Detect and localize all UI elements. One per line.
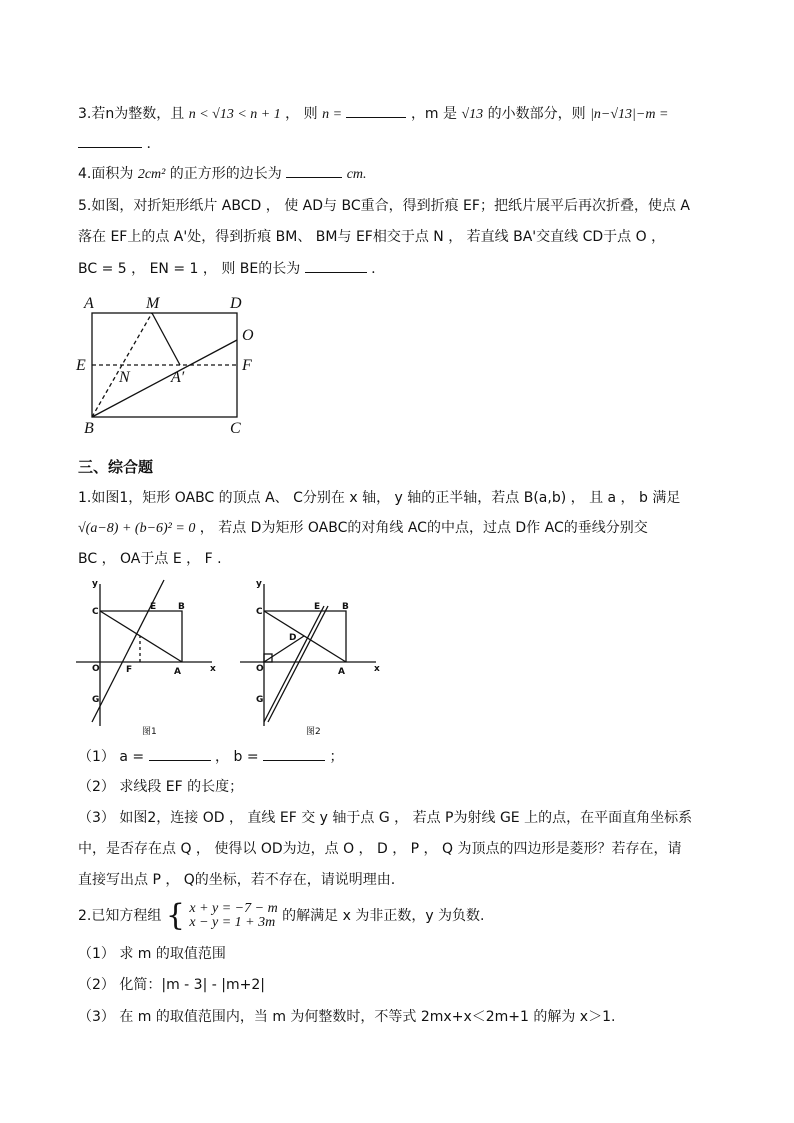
q3-inequality: n < √13 < n + 1	[188, 107, 281, 122]
q5-line2: 落在 EF上的点 A'处，得到折痕 BM、 BM与 EF相交于点 N ， 若直线 BA'交直线 CD于点 O ，	[78, 229, 666, 245]
fig2-y: y	[256, 579, 262, 589]
c2-brace: {	[165, 898, 185, 933]
fig2-E: E	[314, 602, 321, 612]
fig2-G: G	[256, 695, 264, 705]
q4-line	[78, 163, 367, 185]
fig1-O: O	[92, 664, 100, 674]
q3-blank-expr[interactable]	[78, 133, 142, 148]
fig2-D: D	[289, 633, 297, 643]
line-ge	[264, 606, 324, 722]
fig2-C: C	[256, 607, 263, 617]
label-E: E	[76, 357, 86, 374]
fig1-x: x	[210, 664, 216, 674]
fig1-caption: 图1	[142, 727, 157, 737]
c1-blank-a[interactable]	[149, 746, 211, 761]
q3-line1	[78, 103, 668, 125]
label-N: N	[119, 369, 130, 386]
label-O: O	[242, 327, 254, 344]
c2-part2: （2） 化简：|m - 3| - |m+2|	[78, 977, 265, 993]
c2-part1: （1） 求 m 的取值范围	[78, 946, 226, 962]
label-M: M	[146, 295, 160, 312]
diag-ca	[100, 611, 182, 662]
c2-system	[189, 902, 277, 930]
q5-blank[interactable]	[305, 258, 367, 273]
c1-line2	[78, 518, 648, 539]
c1-figure-1	[72, 574, 222, 739]
fig1-E: E	[150, 602, 157, 612]
c1-p1-c: ；	[329, 749, 344, 765]
q4-unit: cm.	[346, 167, 367, 182]
c2-line1	[78, 898, 485, 933]
c2-eq2: x − y = 1 + 3m	[189, 915, 276, 930]
c1-part3-line2: 中，是否存在点 Q ， 使得以 OD为边，点 O ， D ， P ， Q 为顶点的四边形是菱形？若存在，请	[78, 841, 682, 857]
q4-text-1: 4.面积为	[78, 166, 134, 182]
segment-ma	[152, 313, 180, 365]
fig2-B: B	[342, 602, 349, 612]
fig1-A: A	[174, 667, 181, 677]
q3-text-2: ， 则	[285, 106, 318, 122]
q5-text-3: BC = 5 ， EN = 1 ， 则 BE的长为	[78, 261, 301, 277]
c1-line3: BC ， OA于点 E ， F .	[78, 551, 222, 567]
fig2-A: A	[338, 667, 345, 677]
fig2-x: x	[374, 664, 380, 674]
label-A-prime: A′	[171, 369, 185, 386]
c1-part3-line1: （3） 如图2，连接 OD ， 直线 EF 交 y 轴于点 G ， 若点 P为射线 GE 上的点，在平面直角坐标系	[78, 810, 693, 826]
q4-text-2: 的正方形的边长为	[169, 166, 282, 182]
c1-part1	[78, 746, 343, 767]
fig1-G: G	[92, 695, 100, 705]
q3-text-3: ，m 是	[410, 106, 458, 122]
c2-text-2: 的解满足 x 为非正数，y 为负数.	[282, 908, 485, 924]
q4-area: 2cm²	[137, 167, 166, 182]
fig1-B: B	[178, 602, 185, 612]
fig2-O: O	[256, 664, 264, 674]
fig2-caption: 图2	[306, 727, 321, 737]
c1-text-2: ， 若点 D为矩形 OABC的对角线 AC的中点，过点 D作 AC的垂线分别交	[199, 520, 648, 536]
c1-p1-b: ， b =	[215, 749, 259, 765]
q3-end: .	[146, 136, 151, 152]
q5-line1: 5.如图，对折矩形纸片 ABCD ， 使 AD与 BC重合，得到折痕 EF；把纸片展平后再次折叠，使点 A	[78, 198, 690, 214]
segment-od	[264, 636, 304, 662]
q3-text-1: 3.若n为整数，且	[78, 106, 185, 122]
c2-part3: （3） 在 m 的取值范围内，当 m 为何整数时，不等式 2mx+x＜2m+1 的解为 x＞1.	[78, 1009, 616, 1025]
section-title: 三、综合题	[78, 458, 154, 476]
c2-eq1: x + y = −7 − m	[189, 901, 278, 916]
q3-line2	[78, 133, 151, 154]
c1-part3-line3: 直接写出点 P ， Q的坐标，若不存在，请说明理由.	[78, 872, 396, 888]
label-A: A	[84, 295, 94, 312]
fig1-F: F	[126, 665, 133, 675]
q3-blank-n[interactable]	[346, 103, 406, 118]
label-F: F	[242, 357, 252, 374]
c1-part2: （2） 求线段 EF 的长度；	[78, 779, 244, 795]
q5-end: .	[371, 261, 376, 277]
q3-sqrt13: √13	[461, 107, 484, 122]
fig1-C: C	[92, 607, 99, 617]
c1-condition: √(a−8) + (b−6)² = 0	[78, 521, 196, 536]
line-ge-b	[268, 606, 328, 722]
label-D: D	[230, 295, 242, 312]
c1-blank-b[interactable]	[263, 746, 325, 761]
label-C: C	[230, 420, 241, 437]
c2-text-1: 2.已知方程组	[78, 908, 162, 924]
c1-p1-a: （1） a =	[78, 749, 145, 765]
q4-blank[interactable]	[286, 163, 342, 178]
q3-expression: |n−√13|−m =	[590, 107, 669, 122]
q3-n-equals: n =	[322, 107, 343, 122]
q5-line3	[78, 258, 376, 279]
fig1-y: y	[92, 579, 98, 589]
label-B: B	[84, 420, 94, 437]
q3-text-4: 的小数部分，则	[487, 106, 586, 122]
q5-rectangle-figure	[72, 290, 272, 440]
c1-line1: 1.如图1，矩形 OABC 的顶点 A、 C分别在 x 轴， y 轴的正半轴，若点 B(a,b) ， 且 a ， b 满足	[78, 490, 681, 506]
c1-figure-2	[236, 574, 386, 739]
